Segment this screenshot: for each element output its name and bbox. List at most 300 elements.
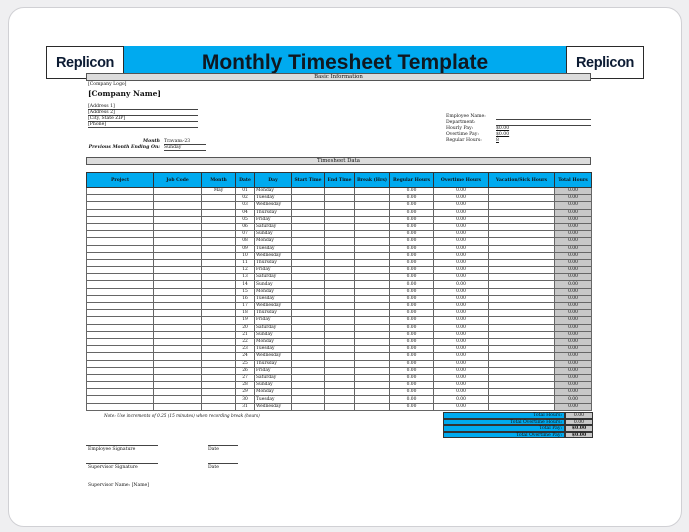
start-time-cell[interactable]: [292, 267, 325, 274]
end-time-cell[interactable]: [325, 346, 355, 353]
vacation-sick-cell[interactable]: [489, 360, 555, 367]
project-cell[interactable]: [87, 245, 154, 252]
vacation-sick-cell[interactable]: [489, 324, 555, 331]
month-cell: [202, 281, 236, 288]
end-time-cell[interactable]: [325, 223, 355, 230]
project-cell[interactable]: [87, 403, 154, 410]
break-cell[interactable]: [355, 288, 390, 295]
start-time-cell[interactable]: [292, 331, 325, 338]
total-hours-cell: 0.00: [555, 238, 592, 245]
vacation-sick-cell[interactable]: [489, 353, 555, 360]
overtime-hours-cell: 0.00: [434, 396, 489, 403]
timesheet-sheet: [86, 73, 591, 488]
job-code-cell[interactable]: [154, 303, 202, 310]
table-row: [87, 202, 592, 209]
hourly-pay-value: $0.00: [496, 126, 510, 131]
overtime-hours-cell: 0.00: [434, 288, 489, 295]
project-cell[interactable]: [87, 288, 154, 295]
table-row: [87, 252, 592, 259]
table-header-row: [87, 173, 592, 188]
supervisor-name: Supervisor Name: [Name]: [88, 483, 150, 488]
start-time-cell[interactable]: [292, 353, 325, 360]
total-hours-cell: 0.00: [555, 195, 592, 202]
regular-hours-cell: 0.00: [390, 281, 434, 288]
end-time-cell[interactable]: [325, 324, 355, 331]
date-cell: 31: [236, 403, 255, 410]
start-time-cell[interactable]: [292, 223, 325, 230]
start-time-cell[interactable]: [292, 259, 325, 266]
previous-month-label: Previous Month Ending On:: [88, 145, 160, 150]
start-time-cell[interactable]: [292, 360, 325, 367]
break-cell[interactable]: [355, 281, 390, 288]
start-time-cell[interactable]: [292, 367, 325, 374]
break-cell[interactable]: [355, 238, 390, 245]
break-cell[interactable]: [355, 360, 390, 367]
overtime-hours-cell: 0.00: [434, 382, 489, 389]
hourly-pay-label: Hourly Pay:: [446, 126, 474, 131]
break-cell[interactable]: [355, 331, 390, 338]
date-cell: 08: [236, 238, 255, 245]
project-cell[interactable]: [87, 389, 154, 396]
break-cell[interactable]: [355, 209, 390, 216]
total-hours-cell: 0.00: [555, 252, 592, 259]
end-time-cell[interactable]: [325, 288, 355, 295]
totals-box: [443, 412, 593, 438]
month-cell: [202, 195, 236, 202]
month-cell: [202, 202, 236, 209]
month-cell: [202, 245, 236, 252]
regular-hours-cell: 0.00: [390, 216, 434, 223]
table-row: [87, 267, 592, 274]
project-cell[interactable]: [87, 252, 154, 259]
end-time-cell[interactable]: [325, 209, 355, 216]
day-cell: Thursday: [255, 360, 292, 367]
table-row: [87, 281, 592, 288]
job-code-cell[interactable]: [154, 188, 202, 195]
vacation-sick-cell[interactable]: [489, 252, 555, 259]
vacation-sick-cell[interactable]: [489, 281, 555, 288]
start-time-cell[interactable]: [292, 209, 325, 216]
start-time-cell[interactable]: [292, 274, 325, 281]
job-code-cell[interactable]: [154, 367, 202, 374]
break-cell[interactable]: [355, 353, 390, 360]
end-time-cell[interactable]: [325, 310, 355, 317]
job-code-cell[interactable]: [154, 338, 202, 345]
project-cell[interactable]: [87, 238, 154, 245]
phone: [Phone]: [88, 122, 198, 128]
break-cell[interactable]: [355, 259, 390, 266]
project-cell[interactable]: [87, 317, 154, 324]
regular-hours-cell: 0.00: [390, 317, 434, 324]
break-cell[interactable]: [355, 389, 390, 396]
job-code-cell[interactable]: [154, 295, 202, 302]
end-time-cell[interactable]: [325, 303, 355, 310]
day-cell: Thursday: [255, 209, 292, 216]
end-time-cell[interactable]: [325, 216, 355, 223]
date-cell: 14: [236, 281, 255, 288]
total-hours-cell: 0.00: [555, 317, 592, 324]
job-code-cell[interactable]: [154, 231, 202, 238]
job-code-cell[interactable]: [154, 195, 202, 202]
vacation-sick-cell[interactable]: [489, 295, 555, 302]
start-time-cell[interactable]: [292, 252, 325, 259]
replicon-logo-right: Replicon: [566, 46, 644, 79]
vacation-sick-cell[interactable]: [489, 389, 555, 396]
project-cell[interactable]: [87, 346, 154, 353]
start-time-cell[interactable]: [292, 188, 325, 195]
job-code-cell[interactable]: [154, 238, 202, 245]
day-cell: Monday: [255, 188, 292, 195]
project-cell[interactable]: [87, 338, 154, 345]
job-code-cell[interactable]: [154, 317, 202, 324]
break-cell[interactable]: [355, 216, 390, 223]
job-code-cell[interactable]: [154, 403, 202, 410]
total-hours-cell: 0.00: [555, 303, 592, 310]
start-time-cell[interactable]: [292, 202, 325, 209]
vacation-sick-cell[interactable]: [489, 310, 555, 317]
regular-hours-cell: 0.00: [390, 245, 434, 252]
end-time-cell[interactable]: [325, 267, 355, 274]
break-cell[interactable]: [355, 374, 390, 381]
total-hours-cell: 0.00: [555, 209, 592, 216]
address-line-1: [Address 1]: [88, 104, 198, 110]
project-cell[interactable]: [87, 324, 154, 331]
job-code-cell[interactable]: [154, 223, 202, 230]
date-cell: 01: [236, 188, 255, 195]
project-cell[interactable]: [87, 303, 154, 310]
break-cell[interactable]: [355, 195, 390, 202]
job-code-cell[interactable]: [154, 324, 202, 331]
start-time-cell[interactable]: [292, 317, 325, 324]
vacation-sick-cell[interactable]: [489, 403, 555, 410]
project-cell[interactable]: [87, 231, 154, 238]
project-cell[interactable]: [87, 202, 154, 209]
break-cell[interactable]: [355, 202, 390, 209]
break-cell[interactable]: [355, 274, 390, 281]
job-code-cell[interactable]: [154, 310, 202, 317]
project-cell[interactable]: [87, 295, 154, 302]
start-time-cell[interactable]: [292, 374, 325, 381]
end-time-cell[interactable]: [325, 245, 355, 252]
break-cell[interactable]: [355, 346, 390, 353]
start-time-cell[interactable]: [292, 396, 325, 403]
project-cell[interactable]: [87, 274, 154, 281]
start-time-cell[interactable]: [292, 195, 325, 202]
job-code-cell[interactable]: [154, 331, 202, 338]
day-cell: Monday: [255, 238, 292, 245]
month-cell: [202, 403, 236, 410]
project-cell[interactable]: [87, 267, 154, 274]
day-cell: Monday: [255, 389, 292, 396]
job-code-cell[interactable]: [154, 274, 202, 281]
break-cell[interactable]: [355, 188, 390, 195]
job-code-cell[interactable]: [154, 216, 202, 223]
vacation-sick-cell[interactable]: [489, 274, 555, 281]
regular-hours-cell: 0.00: [390, 288, 434, 295]
end-time-cell[interactable]: [325, 195, 355, 202]
total-hours-cell: 0.00: [555, 274, 592, 281]
start-time-cell[interactable]: [292, 389, 325, 396]
project-cell[interactable]: [87, 209, 154, 216]
basic-info-header: Basic Information: [86, 73, 591, 81]
break-cell[interactable]: [355, 231, 390, 238]
end-time-cell[interactable]: [325, 188, 355, 195]
column-header: Start Time: [292, 173, 325, 188]
end-time-cell[interactable]: [325, 389, 355, 396]
overtime-hours-cell: 0.00: [434, 231, 489, 238]
end-time-cell[interactable]: [325, 403, 355, 410]
total-hours-cell: 0.00: [555, 396, 592, 403]
break-cell[interactable]: [355, 245, 390, 252]
vacation-sick-cell[interactable]: [489, 216, 555, 223]
end-time-cell[interactable]: [325, 274, 355, 281]
overtime-hours-cell: 0.00: [434, 259, 489, 266]
vacation-sick-cell[interactable]: [489, 317, 555, 324]
start-time-cell[interactable]: [292, 216, 325, 223]
overtime-hours-cell: 0.00: [434, 188, 489, 195]
date-cell: 28: [236, 382, 255, 389]
break-cell[interactable]: [355, 295, 390, 302]
date-cell: 16: [236, 295, 255, 302]
column-header: Regular Hours: [390, 173, 434, 188]
day-cell: Thursday: [255, 259, 292, 266]
vacation-sick-cell[interactable]: [489, 209, 555, 216]
vacation-sick-cell[interactable]: [489, 346, 555, 353]
project-cell[interactable]: [87, 374, 154, 381]
end-time-cell[interactable]: [325, 360, 355, 367]
overtime-hours-cell: 0.00: [434, 317, 489, 324]
table-row: [87, 317, 592, 324]
regular-hours-cell: 0.00: [390, 231, 434, 238]
vacation-sick-cell[interactable]: [489, 231, 555, 238]
overtime-hours-cell: 0.00: [434, 216, 489, 223]
project-cell[interactable]: [87, 223, 154, 230]
end-time-cell[interactable]: [325, 259, 355, 266]
end-time-cell[interactable]: [325, 295, 355, 302]
day-cell: Monday: [255, 288, 292, 295]
start-time-cell[interactable]: [292, 346, 325, 353]
total-hours-row: [443, 412, 593, 419]
vacation-sick-cell[interactable]: [489, 382, 555, 389]
overtime-hours-cell: 0.00: [434, 346, 489, 353]
end-time-cell[interactable]: [325, 202, 355, 209]
vacation-sick-cell[interactable]: [489, 259, 555, 266]
timesheet-data-header: Timesheet Data: [86, 157, 591, 165]
column-header: Project: [87, 173, 154, 188]
job-code-cell[interactable]: [154, 259, 202, 266]
month-cell: [202, 338, 236, 345]
start-time-cell[interactable]: [292, 310, 325, 317]
project-cell[interactable]: [87, 259, 154, 266]
vacation-sick-cell[interactable]: [489, 238, 555, 245]
vacation-sick-cell[interactable]: [489, 195, 555, 202]
month-cell: [202, 317, 236, 324]
job-code-cell[interactable]: [154, 353, 202, 360]
job-code-cell[interactable]: [154, 252, 202, 259]
break-cell[interactable]: [355, 267, 390, 274]
vacation-sick-cell[interactable]: [489, 367, 555, 374]
job-code-cell[interactable]: [154, 209, 202, 216]
vacation-sick-cell[interactable]: [489, 188, 555, 195]
date-cell: 05: [236, 216, 255, 223]
month-cell: [202, 346, 236, 353]
month-cell: [202, 303, 236, 310]
start-time-cell[interactable]: [292, 382, 325, 389]
job-code-cell[interactable]: [154, 396, 202, 403]
overtime-hours-cell: 0.00: [434, 202, 489, 209]
table-row: [87, 403, 592, 410]
total-hours-cell: 0.00: [555, 202, 592, 209]
date-cell: 15: [236, 288, 255, 295]
overtime-hours-cell: 0.00: [434, 195, 489, 202]
total-hours-cell: 0.00: [555, 216, 592, 223]
day-cell: Tuesday: [255, 396, 292, 403]
start-time-cell[interactable]: [292, 324, 325, 331]
date-cell: 21: [236, 331, 255, 338]
table-row: [87, 324, 592, 331]
column-header: Day: [255, 173, 292, 188]
day-cell: Tuesday: [255, 295, 292, 302]
break-cell[interactable]: [355, 367, 390, 374]
total-hours-cell: 0.00: [555, 353, 592, 360]
end-time-cell[interactable]: [325, 281, 355, 288]
vacation-sick-cell[interactable]: [489, 245, 555, 252]
supervisor-date-line: [208, 463, 238, 464]
table-row: [87, 245, 592, 252]
column-header: Break (Hrs): [355, 173, 390, 188]
break-cell[interactable]: [355, 303, 390, 310]
date-cell: 09: [236, 245, 255, 252]
project-cell[interactable]: [87, 195, 154, 202]
end-time-cell[interactable]: [325, 353, 355, 360]
break-cell[interactable]: [355, 223, 390, 230]
job-code-cell[interactable]: [154, 360, 202, 367]
overtime-hours-cell: 0.00: [434, 245, 489, 252]
break-cell[interactable]: [355, 324, 390, 331]
vacation-sick-cell[interactable]: [489, 288, 555, 295]
job-code-cell[interactable]: [154, 281, 202, 288]
project-cell[interactable]: [87, 382, 154, 389]
project-cell[interactable]: [87, 216, 154, 223]
table-row: [87, 223, 592, 230]
month-cell: [202, 396, 236, 403]
start-time-cell[interactable]: [292, 295, 325, 302]
day-cell: Tuesday: [255, 346, 292, 353]
end-time-cell[interactable]: [325, 374, 355, 381]
job-code-cell[interactable]: [154, 267, 202, 274]
start-time-cell[interactable]: [292, 303, 325, 310]
end-time-cell[interactable]: [325, 396, 355, 403]
end-time-cell[interactable]: [325, 331, 355, 338]
regular-hours-cell: 0.00: [390, 353, 434, 360]
employee-date-line: [208, 445, 238, 446]
day-cell: Friday: [255, 216, 292, 223]
project-cell[interactable]: [87, 396, 154, 403]
project-cell[interactable]: [87, 353, 154, 360]
end-time-cell[interactable]: [325, 382, 355, 389]
start-time-cell[interactable]: [292, 288, 325, 295]
break-cell[interactable]: [355, 382, 390, 389]
regular-hours-cell: 0.00: [390, 396, 434, 403]
vacation-sick-cell[interactable]: [489, 331, 555, 338]
job-code-cell[interactable]: [154, 288, 202, 295]
job-code-cell[interactable]: [154, 202, 202, 209]
date-cell: 26: [236, 367, 255, 374]
project-cell[interactable]: [87, 367, 154, 374]
month-cell: [202, 231, 236, 238]
project-cell[interactable]: [87, 331, 154, 338]
job-code-cell[interactable]: [154, 374, 202, 381]
end-time-cell[interactable]: [325, 338, 355, 345]
timesheet-table: [86, 172, 592, 411]
break-cell[interactable]: [355, 252, 390, 259]
overtime-hours-cell: 0.00: [434, 367, 489, 374]
regular-hours-cell: 0.00: [390, 202, 434, 209]
total-hours-cell: 0.00: [555, 288, 592, 295]
overtime-hours-cell: 0.00: [434, 303, 489, 310]
vacation-sick-cell[interactable]: [489, 338, 555, 345]
overtime-hours-cell: 0.00: [434, 252, 489, 259]
break-cell[interactable]: [355, 317, 390, 324]
end-time-cell[interactable]: [325, 367, 355, 374]
job-code-cell[interactable]: [154, 382, 202, 389]
start-time-cell[interactable]: [292, 231, 325, 238]
total-overtime-pay-label: Total Overtime Pay:: [443, 432, 565, 439]
project-cell[interactable]: [87, 188, 154, 195]
vacation-sick-cell[interactable]: [489, 303, 555, 310]
break-cell[interactable]: [355, 338, 390, 345]
end-time-cell[interactable]: [325, 238, 355, 245]
regular-hours-cell: 0.00: [390, 338, 434, 345]
start-time-cell[interactable]: [292, 338, 325, 345]
start-time-cell[interactable]: [292, 245, 325, 252]
column-header: Job Code: [154, 173, 202, 188]
regular-hours-label: Regular Hours:: [446, 138, 482, 143]
job-code-cell[interactable]: [154, 245, 202, 252]
end-time-cell[interactable]: [325, 252, 355, 259]
vacation-sick-cell[interactable]: [489, 374, 555, 381]
total-hours-cell: 0.00: [555, 382, 592, 389]
break-cell[interactable]: [355, 396, 390, 403]
vacation-sick-cell[interactable]: [489, 202, 555, 209]
table-row: [87, 231, 592, 238]
regular-hours-cell: 0.00: [390, 324, 434, 331]
end-time-cell[interactable]: [325, 317, 355, 324]
job-code-cell[interactable]: [154, 389, 202, 396]
address-line-2: [Address 2]: [88, 110, 198, 116]
overtime-pay-value: $0.00: [496, 132, 510, 137]
start-time-cell[interactable]: [292, 403, 325, 410]
vacation-sick-cell[interactable]: [489, 223, 555, 230]
end-time-cell[interactable]: [325, 231, 355, 238]
break-cell[interactable]: [355, 310, 390, 317]
day-cell: Wednesday: [255, 403, 292, 410]
month-cell: [202, 389, 236, 396]
job-code-cell[interactable]: [154, 346, 202, 353]
start-time-cell[interactable]: [292, 238, 325, 245]
break-cell[interactable]: [355, 403, 390, 410]
project-cell[interactable]: [87, 310, 154, 317]
project-cell[interactable]: [87, 281, 154, 288]
total-hours-value: 0.00: [565, 412, 593, 419]
total-hours-cell: 0.00: [555, 259, 592, 266]
project-cell[interactable]: [87, 360, 154, 367]
table-row: [87, 303, 592, 310]
vacation-sick-cell[interactable]: [489, 267, 555, 274]
vacation-sick-cell[interactable]: [489, 396, 555, 403]
start-time-cell[interactable]: [292, 281, 325, 288]
department-label: Department:: [446, 120, 476, 125]
